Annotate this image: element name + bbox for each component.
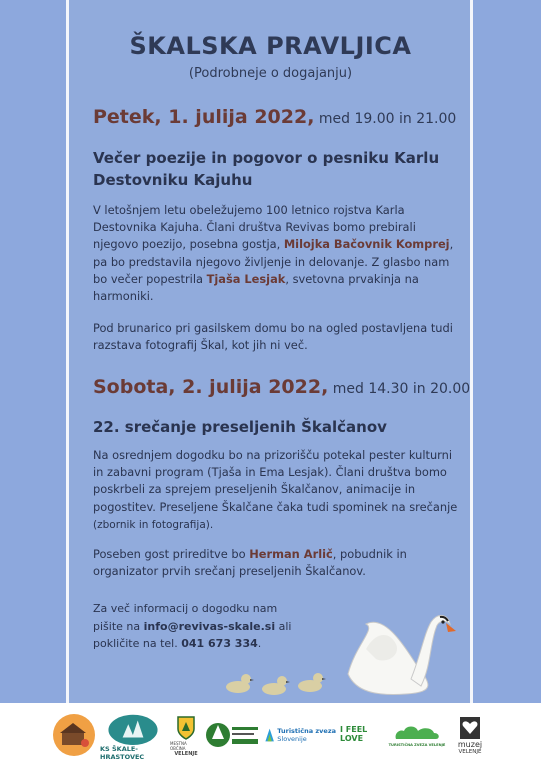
shield-icon [176,715,196,741]
event1-heading [93,147,453,191]
duckling-2 [262,676,290,695]
left-stripe [66,0,69,703]
event2-paragraph1 [93,447,463,534]
swan [348,615,456,694]
mestna-label-1: MESTNA OBČINA [170,741,187,751]
special-guest-name: Herman Arlič [249,547,333,561]
event2-p1-text: Na osrednjem dogodku bo na prizorišču potekal pester kulturni in zabavni program (Tjaša in Ema Lesjak). Člani društva bomo poskrbeli za sprejem preseljenih Škalčanov, animacije in pogostitev. Preseljene Škalčane čaka tudi spominek na srečanje [93,448,458,514]
ifeel-label-2: LOVE [340,734,364,743]
event2-p2-text-b: , pobudnik in organizator prvih srečanj preseljenih Škalčanov. [93,547,407,579]
tzv-cloud-icon [392,723,442,743]
event2-p1-note: (zbornik in fotografija). [93,518,214,531]
event1-date-line [93,106,456,128]
turisticna-zveza-slovenije-logo[interactable] [264,717,336,753]
muzej-velenje-logo[interactable] [450,709,490,763]
sponsor-footer [0,703,541,768]
contact-line3-b: . [257,637,262,650]
swan-illustration [216,604,466,700]
contact-line2-a: pišite na [93,619,144,633]
event2-date-line [93,376,470,398]
event1-p1-text-b: , pa bo predstavila njegovo življenje in delovanje. Z glasbo nam bo večer popestrila [93,237,454,286]
duckling-1 [226,674,254,693]
muzej-label-1: muzej [457,740,483,749]
i-feel-slovenia-logo[interactable] [340,717,384,751]
ks-skale-logo[interactable] [100,711,166,761]
ks-label: KS ŠKALE-HRASTOVEC [100,745,145,761]
sofinanciranje-logo[interactable] [204,715,260,757]
event1-heading-line1: Večer poezije in pogovor o pesniku Karlu [93,149,440,167]
ks-tree-icon [104,711,162,745]
contact-line2-b: ali [275,619,292,633]
mestna-obcina-logo[interactable] [170,711,202,761]
duckling-3 [298,673,326,692]
event1-paragraph2: Pod brunarico pri gasilskem domu bo na ogled postavljena tudi razstava fotografij Škal, kot jih ni več. [93,321,453,353]
turisticna-zveza-velenje-logo[interactable] [388,717,446,753]
event2-p2-text-a: Poseben gost prireditve bo [93,547,250,561]
revivas-icon [52,713,96,757]
event1-time: med 19.00 in 21.00 [314,111,457,127]
event2-date: Sobota, 2. julija 2022, [93,376,329,398]
muzej-heart-icon [459,716,481,740]
tzv-label: TURISTIČNA ZVEZA VELENJE [388,743,446,747]
tzs-label-2: Slovenije [277,735,307,743]
contact-email-link[interactable]: info@revivas-skale.si [143,619,276,633]
guest-name: Milojka Bačovnik Komprej [283,237,450,252]
contact-line1: Za več informacij o dogodku nam [93,602,278,615]
musician-name: Tjaša Lesjak [206,271,286,286]
event2-heading: 22. srečanje preseljenih Škalčanov [93,418,387,436]
contact-line3-a: pokličite na tel. [93,637,182,650]
page-subtitle: (Podrobneje o dogajanju) [188,66,353,81]
event2-paragraph2 [93,546,463,580]
event1-date: Petek, 1. julija 2022, [93,106,315,128]
muzej-label-2: VELENJE [458,749,482,755]
tzs-label-1: Turistična zveza [277,727,336,735]
tzs-flag-icon [264,724,275,746]
event2-time: med 14.30 in 20.00 [328,381,471,397]
right-stripe [470,0,473,703]
contact-phone[interactable]: 041 673 334 [181,637,258,650]
velenje-co-financing-icon [204,715,260,757]
event1-p1-text-c: , svetovna prvakinja na harmoniki. [93,271,419,304]
ifeel-label-1: I FEEL [340,725,368,734]
event1-heading-line2: Destovniku Kajuhu [93,171,253,189]
page-title: ŠKALSKA PRAVLJICA [129,32,412,60]
mestna-label-2: VELENJE [174,751,198,757]
event1-paragraph1 [93,202,463,305]
revivas-logo[interactable] [52,713,96,757]
event1-p1-text-a: V letošnjem letu obeležujemo 100 letnico rojstva Karla Destovnika Kajuha. Člani društva Revivas bomo prebirali njegovo poezijo, posebna gostja, [93,203,416,252]
